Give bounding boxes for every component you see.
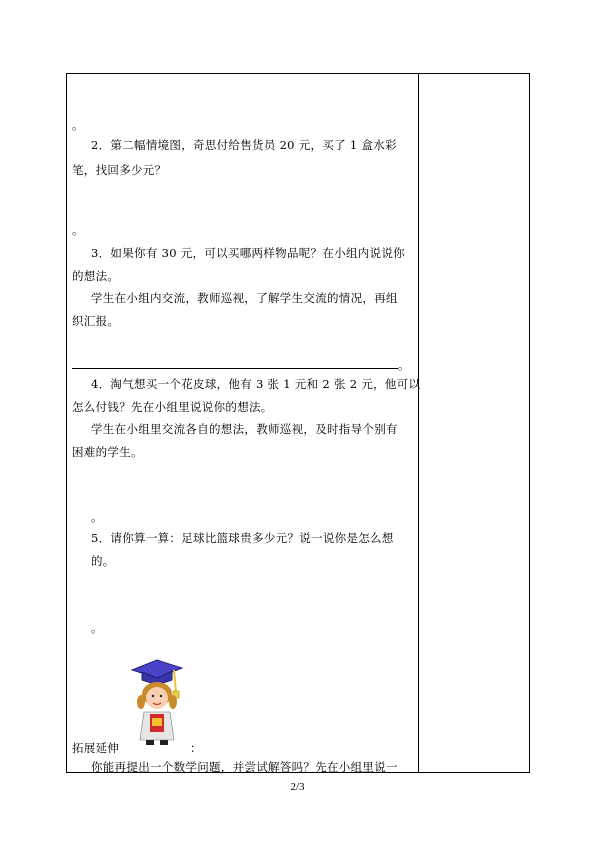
- period-mark: 。: [72, 223, 84, 237]
- question-3-line-4: 织汇报。: [72, 314, 120, 328]
- period-mark: 。: [91, 510, 103, 524]
- graduate-girl-illustration: [130, 658, 184, 750]
- question-3-line-1: 3．如果你有 30 元，可以买哪两样物品呢？在小组内说说你: [91, 246, 405, 260]
- period-mark: 。: [398, 358, 410, 372]
- answer-blank-line: [72, 368, 398, 369]
- question-5-line-2: 的。: [91, 554, 115, 568]
- question-4-line-3: 学生在小组里交流各自的想法，教师巡视，及时指导个别有: [91, 422, 398, 436]
- extension-colon: ：: [190, 741, 202, 755]
- question-5-line-1: 5．请你算一算：足球比篮球贵多少元？说一说你是怎么想: [91, 531, 394, 545]
- question-4-line-2: 怎么付钱？先在小组里说说你的想法。: [72, 400, 273, 414]
- question-4-line-1: 4．淘气想买一个花皮球，他有 3 张 1 元和 2 张 2 元，他可以: [91, 377, 421, 391]
- question-3-line-2: 的想法。: [72, 269, 120, 283]
- extension-heading: 拓展延伸: [72, 741, 120, 755]
- question-3-line-3: 学生在小组内交流，教师巡视，了解学生交流的情况，再组: [91, 291, 398, 305]
- period-mark: 。: [72, 118, 84, 132]
- question-2-line-1: 2．第二幅情境图，奇思付给售货员 20 元，买了 1 盒水彩: [91, 138, 397, 152]
- extension-line-1: 你能再提出一个数学问题，并尝试解答吗？先在小组里说一: [91, 760, 398, 774]
- table-column-divider: [418, 73, 419, 773]
- period-mark: 。: [91, 621, 103, 635]
- question-2-line-2: 笔，找回多少元？: [72, 163, 167, 177]
- question-4-line-4: 困难的学生。: [72, 445, 143, 459]
- page-number: 2/3: [290, 781, 305, 793]
